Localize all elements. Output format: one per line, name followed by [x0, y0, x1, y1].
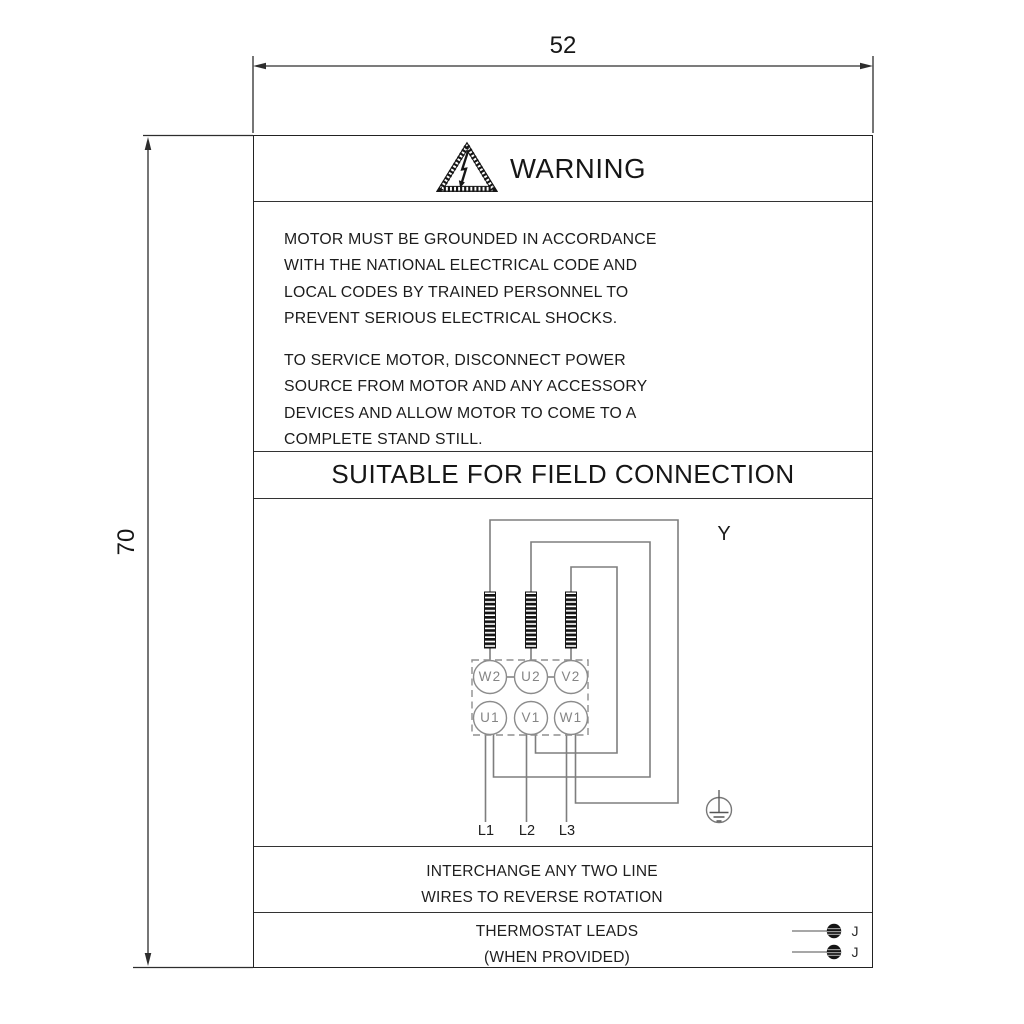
- notice-line: COMPLETE STAND STILL.: [284, 431, 483, 449]
- height-dimension-line: [133, 136, 253, 968]
- warning-title: WARNING: [510, 153, 647, 184]
- warning-header-section: [254, 136, 872, 201]
- thermostat-notice-line: THERMOSTAT LEADS: [475, 923, 639, 940]
- rotation-notice-line: INTERCHANGE ANY TWO LINE: [426, 863, 658, 880]
- notice-line: TO SERVICE MOTOR, DISCONNECT POWER: [284, 352, 626, 370]
- line-lead-l1: L1: [477, 823, 495, 839]
- height-dimension-value: 70: [113, 528, 140, 556]
- warning-label-outline: [253, 135, 873, 968]
- field-connection-title: SUITABLE FOR FIELD CONNECTION: [331, 459, 795, 489]
- notice-line: DEVICES AND ALLOW MOTOR TO COME TO A: [284, 404, 637, 422]
- rotation-notice-section: [254, 846, 872, 912]
- terminal-label-v2: V2: [561, 669, 581, 684]
- rotation-notice-line: WIRES TO REVERSE ROTATION: [421, 889, 663, 906]
- thermostat-lead-label: J: [851, 944, 859, 960]
- notice-line: WITH THE NATIONAL ELECTRICAL CODE AND: [284, 257, 638, 275]
- wye-configuration-label: Y: [717, 523, 731, 545]
- notice-line: LOCAL CODES BY TRAINED PERSONNEL TO: [284, 283, 629, 301]
- thermostat-notice-line: (WHEN PROVIDED): [484, 949, 630, 966]
- line-lead-l3: L3: [558, 823, 576, 839]
- notice-text-section: [254, 201, 872, 469]
- section-divider: [254, 498, 872, 499]
- high-voltage-triangle-icon: [435, 140, 499, 194]
- width-dimension-line: [253, 56, 873, 133]
- terminal-label-u1: U1: [480, 710, 500, 725]
- terminal-label-u2: U2: [521, 669, 541, 684]
- thermostat-lead-label: J: [851, 923, 859, 939]
- width-dimension-value: 52: [549, 32, 577, 59]
- notice-line: SOURCE FROM MOTOR AND ANY ACCESSORY: [284, 378, 648, 396]
- terminal-label-w2: W2: [478, 669, 502, 684]
- terminal-label-v1: V1: [521, 710, 541, 725]
- terminal-label-w1: W1: [559, 710, 583, 725]
- notice-line: PREVENT SERIOUS ELECTRICAL SHOCKS.: [284, 309, 618, 327]
- thermostat-notice-section: [254, 912, 872, 969]
- notice-line: MOTOR MUST BE GROUNDED IN ACCORDANCE: [284, 231, 657, 248]
- line-lead-l2: L2: [518, 823, 536, 839]
